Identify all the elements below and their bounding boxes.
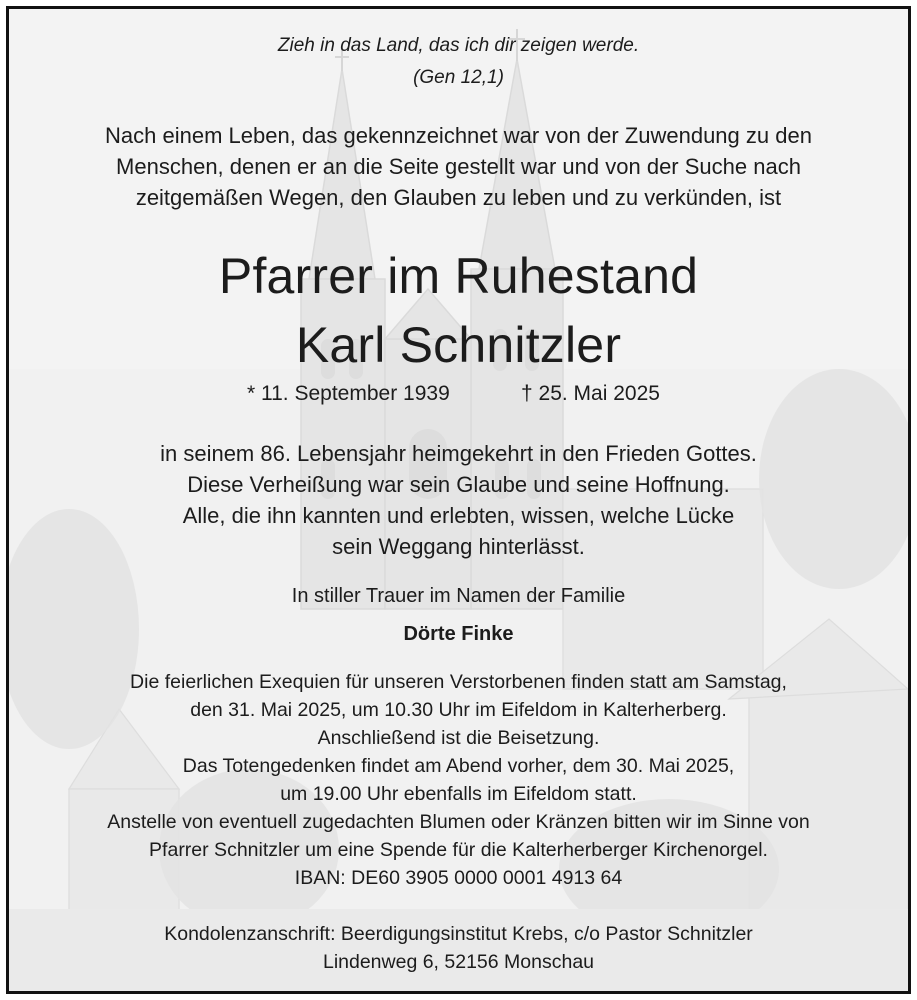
service-line: Anstelle von eventuell zugedachten Blumen oder Kränzen bitten wir im Sinne von (107, 811, 810, 833)
iban-line: IBAN: DE60 3905 0000 0001 4913 64 (294, 867, 623, 889)
mourning-text: In stiller Trauer im Namen der Familie (291, 585, 626, 607)
intro-line: Nach einem Leben, das gekennzeichnet war von der Zuwendung zu den (105, 123, 812, 148)
deceased-title: Pfarrer im Ruhestand (218, 248, 699, 304)
obituary-notice (6, 6, 911, 994)
birth-date: * 11. September 1939 (247, 382, 450, 405)
bible-reference: (Gen 12,1) (413, 67, 504, 88)
death-date: † 25. Mai 2025 (521, 382, 660, 405)
body-line: sein Weggang hinterlässt. (332, 534, 585, 559)
signer-name: Dörte Finke (403, 623, 514, 645)
service-line: Die feierlichen Exequien für unseren Verstorbenen finden statt am Samstag, (130, 671, 787, 693)
body-line: in seinem 86. Lebensjahr heimgekehrt in den Frieden Gottes. (160, 441, 757, 466)
service-line: den 31. Mai 2025, um 10.30 Uhr im Eifeldom in Kalterherberg. (190, 699, 727, 721)
condolence-address-line: Kondolenzanschrift: Beerdigungsinstitut Krebs, c/o Pastor Schnitzler (164, 923, 753, 945)
deceased-name: Karl Schnitzler (295, 317, 622, 373)
service-line: Anschließend ist die Beisetzung. (317, 727, 600, 749)
intro-line: Menschen, denen er an die Seite gestellt war und von der Suche nach (116, 154, 801, 179)
intro-line: zeitgemäßen Wegen, den Glauben zu leben und zu verkünden, ist (135, 185, 782, 210)
notice-text (9, 9, 908, 991)
body-line: Diese Verheißung war sein Glaube und seine Hoffnung. (187, 472, 730, 497)
bible-verse: Zieh in das Land, das ich dir zeigen werde. (277, 35, 640, 56)
service-line: um 19.00 Uhr ebenfalls im Eifeldom statt. (280, 783, 637, 805)
condolence-address-line: Lindenweg 6, 52156 Monschau (322, 951, 595, 973)
body-line: Alle, die ihn kannten und erlebten, wissen, welche Lücke (182, 503, 735, 528)
service-line: Pfarrer Schnitzler um eine Spende für die Kalterherberger Kirchenorgel. (149, 839, 768, 861)
service-line: Das Totengedenken findet am Abend vorher, dem 30. Mai 2025, (182, 755, 735, 777)
